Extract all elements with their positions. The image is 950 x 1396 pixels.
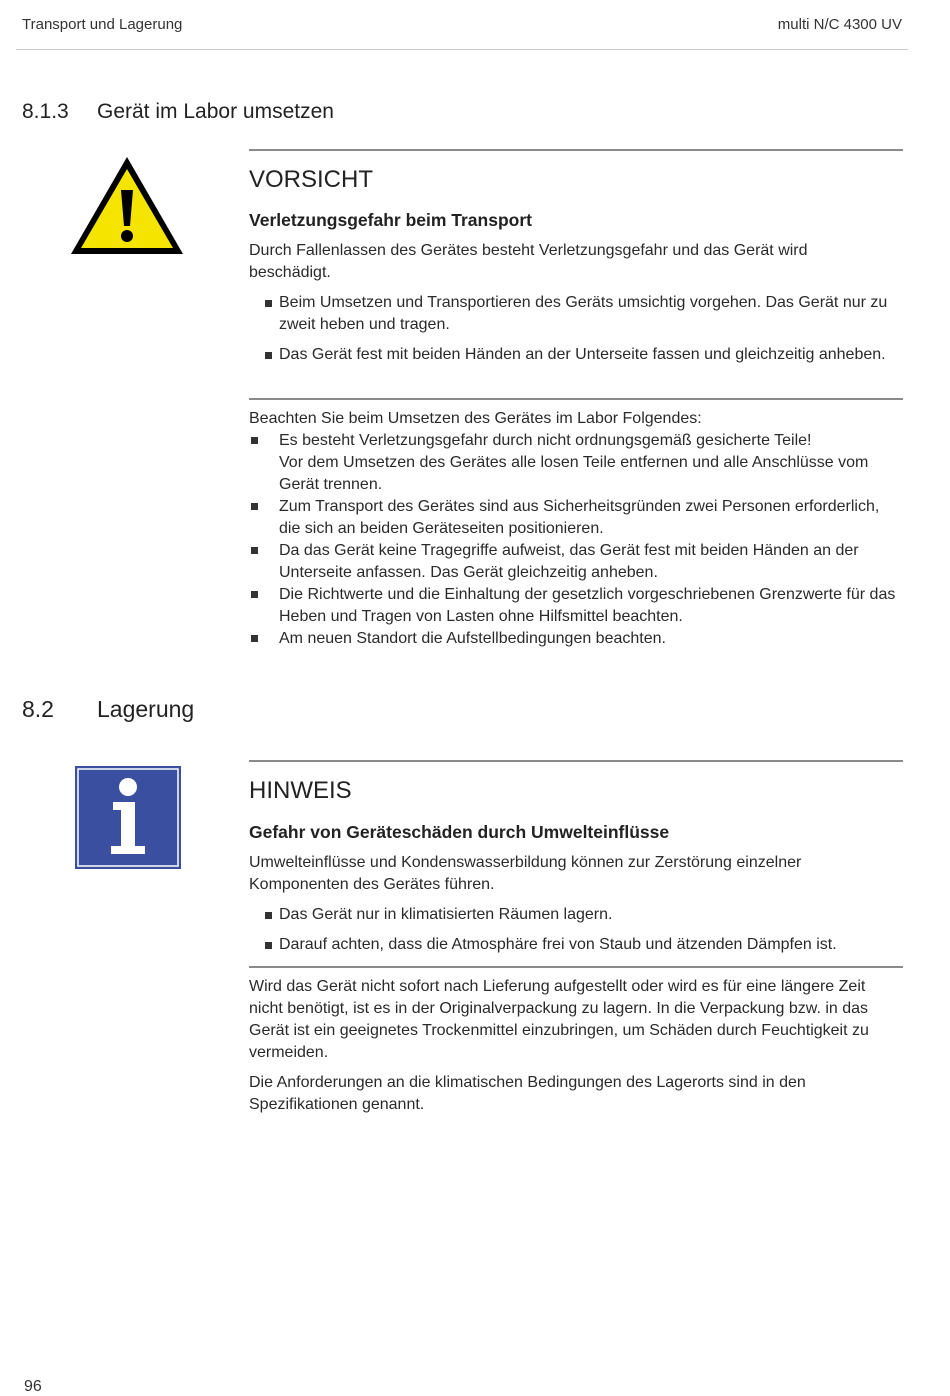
safety-box-top-rule (249, 149, 903, 151)
square-bullet-icon (251, 635, 258, 642)
list-item: Zum Transport des Gerätes sind aus Sicherheitsgründen zwei Personen erforderlich, die sich an beiden Geräteseiten positionieren. (249, 496, 899, 540)
list-item: Die Richtwerte und die Einhaltung der gesetzlich vorgeschriebenen Grenzwerte für das Heben und Tragen von Lasten ohne Hilfsmittel beachten. (249, 584, 899, 628)
running-header-product: multi N/C 4300 UV (777, 16, 902, 33)
section-heading-8-2 (22, 696, 194, 723)
square-bullet-icon (265, 942, 272, 949)
signal-word-notice: HINWEIS (249, 777, 352, 804)
hazard-text: Umwelteinflüsse und Kondenswasserbildung können zur Zerstörung einzelner Komponenten des Gerätes führen. (249, 854, 802, 893)
storage-paragraph-1: Wird das Gerät nicht sofort nach Lieferung aufgestellt oder wird es für eine längere Zeit nicht benötigt, ist es in der Originalverpackung zu lagern. In die Verpackung bzw. in das Gerät ist ein geeignetes Trockenmittel einzubringen, um Schäden durch Feuchtigkeit zu vermeiden. (249, 978, 869, 1061)
hazard-title: Verletzungsgefahr beim Transport (249, 210, 532, 230)
square-bullet-icon (265, 912, 272, 919)
square-bullet-icon (251, 591, 258, 598)
square-bullet-icon (251, 437, 258, 444)
list-item: Am neuen Standort die Aufstellbedingungen beachten. (249, 628, 899, 650)
body-bullet-list (249, 430, 899, 650)
safety-measure-item: Beim Umsetzen und Transportieren des Geräts umsichtig vorgehen. Das Gerät nur zu zweit heben und tragen. (249, 292, 889, 336)
section-number: 8.1.3 (22, 100, 69, 123)
square-bullet-icon (265, 352, 272, 359)
square-bullet-icon (251, 547, 258, 554)
section-title: Lagerung (97, 696, 195, 722)
safety-box-bottom-rule (249, 398, 903, 400)
list-item: Da das Gerät keine Tragegriffe aufweist, das Gerät fest mit beiden Händen an der Unterseite anfassen. Das Gerät gleichzeitig anheben. (249, 540, 899, 584)
notice-measure-item: Darauf achten, dass die Atmosphäre frei von Staub und ätzenden Dämpfen ist. (249, 934, 899, 956)
notice-box-bottom-rule (249, 966, 903, 968)
hazard-title: Gefahr von Geräteschäden durch Umwelteinflüsse (249, 822, 670, 842)
notice-box-top-rule (249, 760, 903, 762)
safety-measures-list (249, 292, 889, 374)
notice-measures-list (249, 904, 899, 964)
section-heading-8-1-3 (22, 100, 334, 124)
header-divider (16, 49, 908, 50)
square-bullet-icon (265, 300, 272, 307)
section-number: 8.2 (22, 696, 54, 722)
info-icon (75, 766, 181, 874)
storage-paragraph-2: Die Anforderungen an die klimatischen Bedingungen des Lagerorts sind in den Spezifikationen genannt. (249, 1074, 806, 1113)
notice-measure-item: Das Gerät nur in klimatisierten Räumen lagern. (249, 904, 899, 926)
list-item: Es besteht Verletzungsgefahr durch nicht ordnungsgemäß gesicherte Teile! Vor dem Umsetzen des Gerätes alle losen Teile entfernen und alle Anschlüsse vom Gerät trennen. (249, 430, 899, 496)
safety-measure-item: Das Gerät fest mit beiden Händen an der Unterseite fassen und gleichzeitig anheben. (249, 344, 889, 366)
square-bullet-icon (251, 503, 258, 510)
running-header-chapter: Transport und Lagerung (22, 16, 183, 33)
section-title: Gerät im Labor umsetzen (97, 100, 334, 123)
signal-word-caution: VORSICHT (249, 166, 374, 193)
page-number: 96 (24, 1378, 42, 1395)
hazard-description (249, 852, 891, 896)
warning-triangle-icon (68, 154, 186, 262)
body-intro: Beachten Sie beim Umsetzen des Gerätes im Labor Folgendes: (249, 410, 702, 427)
hazard-description (249, 240, 889, 284)
hazard-text: Durch Fallenlassen des Gerätes besteht Verletzungsgefahr und das Gerät wird beschädigt. (249, 242, 808, 281)
